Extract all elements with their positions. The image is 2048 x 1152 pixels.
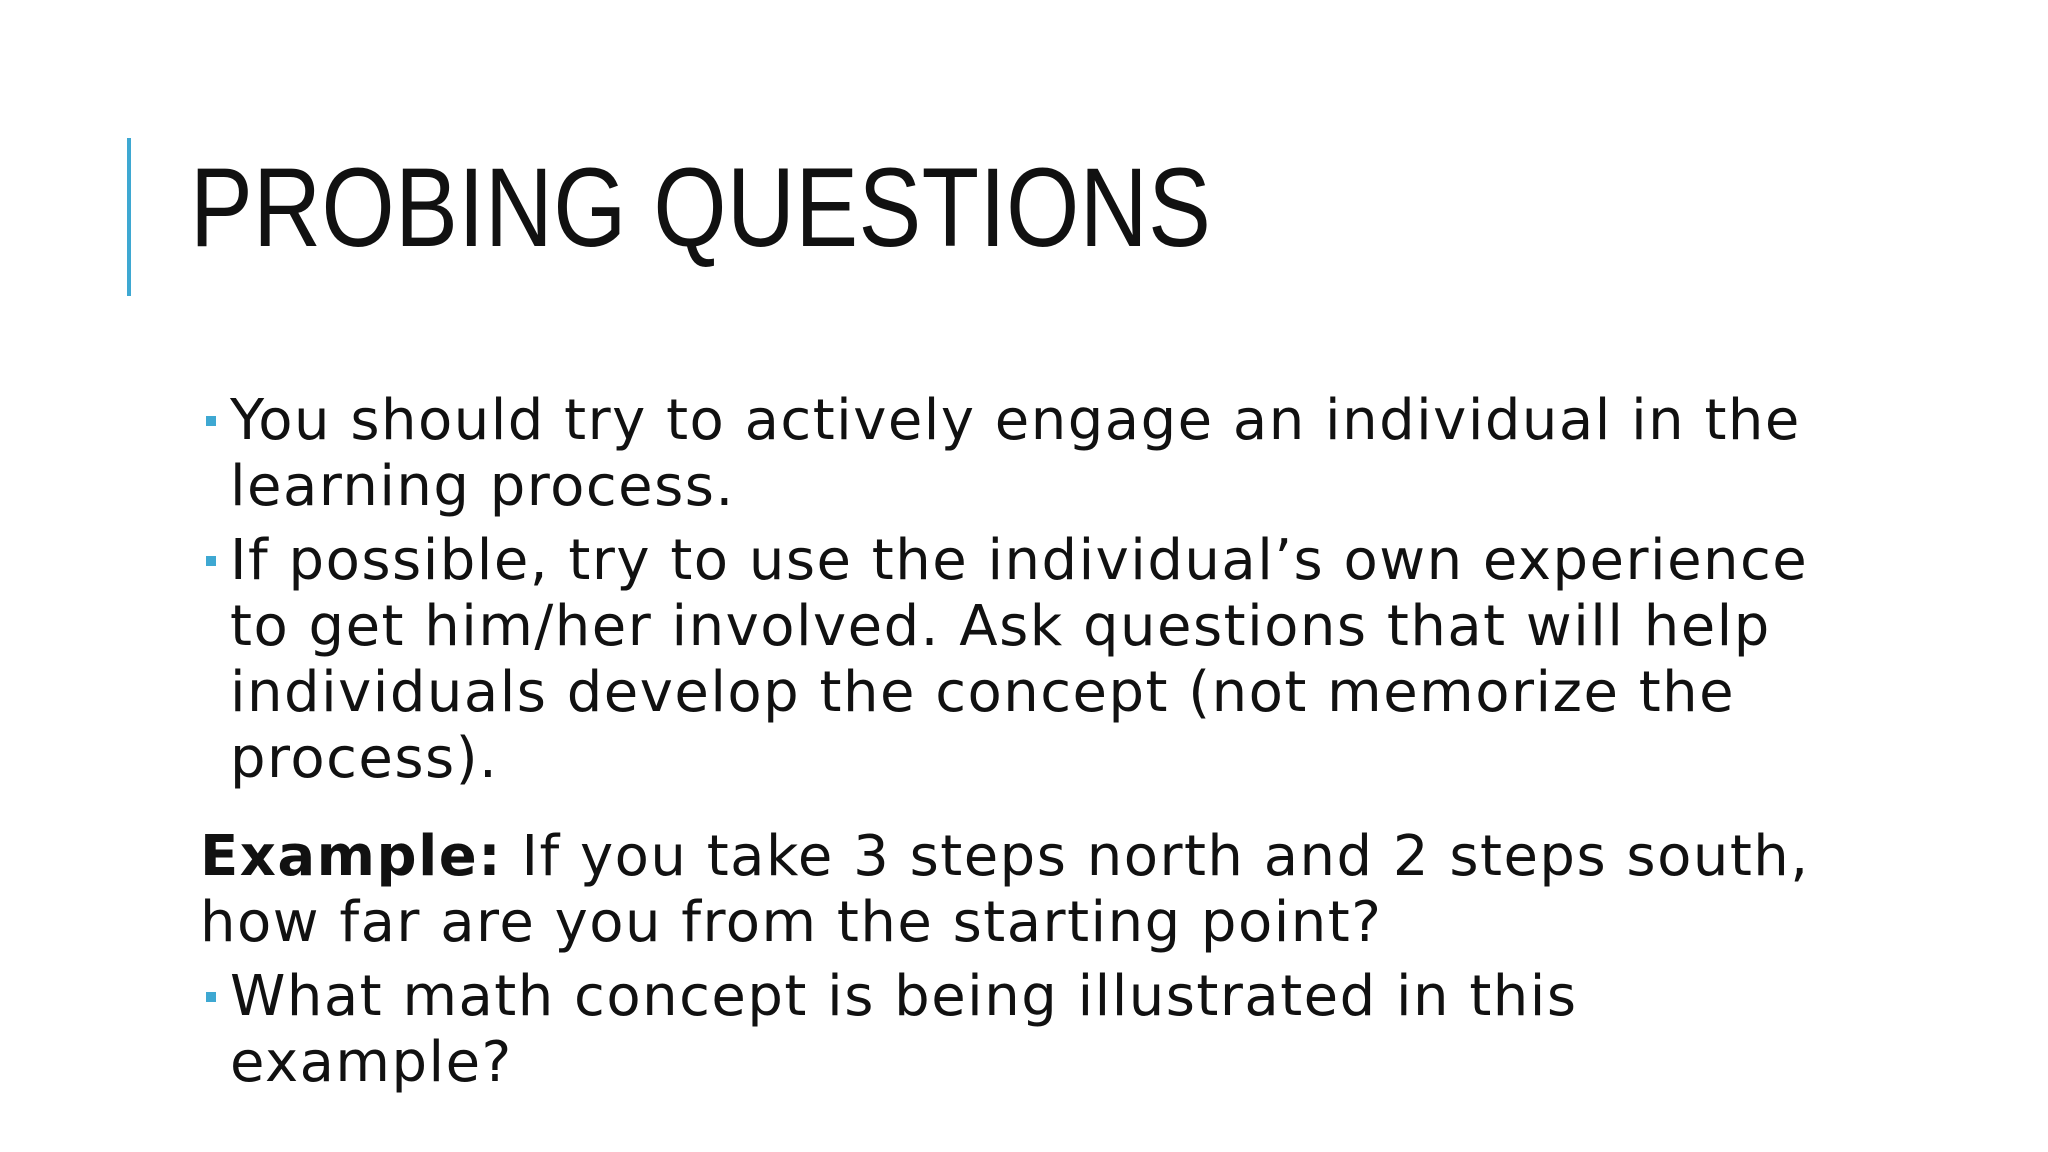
example-text: If you take 3 steps north and 2 steps south, how far are you from the starting point? [200,824,1810,955]
example-label: Example: [200,824,503,889]
bullet-item [200,388,1840,520]
bullet-marker-icon [206,992,216,1002]
bullet-marker-icon [206,416,216,426]
bullet-text: You should try to actively engage an individual in the learning process. [230,388,1801,519]
title-accent-bar [127,138,131,296]
bullet-text: If possible, try to use the individual’s own experience to get him/her involved. Ask questions that will help individuals develop the concept (not memorize the process). [230,528,1809,791]
slide-title: PROBING QUESTIONS [190,145,1212,270]
bullet-text: What math concept is being illustrated in this example? [230,964,1578,1095]
example-paragraph [200,824,1840,956]
bullet-item [200,964,1840,1096]
slide-content [200,388,1840,1104]
bullet-marker-icon [206,556,216,566]
bullet-item [200,528,1840,792]
